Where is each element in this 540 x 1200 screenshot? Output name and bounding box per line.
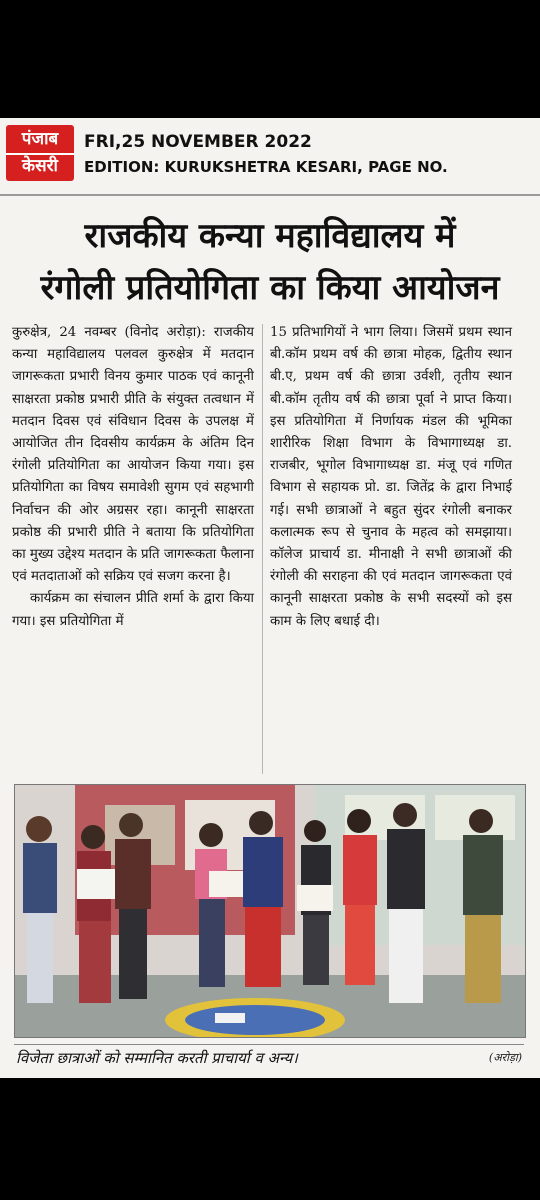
logo-line1: पंजाब bbox=[21, 129, 59, 149]
edition-info: EDITION: KURUKSHETRA KESARI, PAGE NO. bbox=[84, 158, 448, 176]
article-paragraph: कार्यक्रम का संचालन प्रीति शर्मा के द्वारा किया गया। इस प्रतियोगिता में bbox=[12, 591, 254, 629]
headline-line1: राजकीय कन्या महाविद्यालय में bbox=[84, 216, 456, 256]
photo-caption: विजेता छात्राओं को सम्मानित करती प्राचार्या व अन्य। bbox=[16, 1049, 298, 1067]
photo-caption-bar bbox=[14, 1044, 524, 1071]
headline-line2: रंगोली प्रतियोगिता का किया आयोजन bbox=[40, 268, 500, 308]
group-photo bbox=[14, 784, 526, 1038]
logo-line2: केसरी bbox=[6, 153, 74, 177]
masthead bbox=[0, 118, 540, 190]
masthead-divider bbox=[0, 194, 540, 196]
group-photo-illustration bbox=[15, 785, 525, 1037]
column-divider bbox=[262, 324, 263, 774]
newspaper-clipping bbox=[0, 118, 540, 1078]
article-column-left bbox=[12, 322, 254, 633]
photo-credit: (अरोड़ा) bbox=[488, 1051, 522, 1064]
article-paragraph: 15 प्रतिभागियों ने भाग लिया। जिसमें प्रथम स्थान बी.कॉम प्रथम वर्ष की छात्रा मोहक, द्वितीय स्थान बी.ए, प्रथम वर्ष की छात्रा उर्वशी, तृतीय स्थान बी.कॉम तृतीय वर्ष की छात्रा पूर्वा ने प्राप्त किया। इस प्रतियोगिता में निर्णायक मंडल की भूमिका शारीरिक शिक्षा विभाग के विभागाध्यक्ष डा. राजबीर, भूगोल विभागाध्यक्ष डा. मंजू एवं गणित विभाग से सहायक प्रो. डा. जितेंद्र के द्वारा निभाई गई। सभी छात्राओं ने बहुत सुंदर रंगोली बनाकर कलात्मक रूप से चुनाव के महत्व को समझाया। कॉलेज प्राचार्य डा. मीनाक्षी ने सभी छात्राओं की रंगोली की सराहना की एवं मतदान जागरूकता एवं कानूनी साक्षरता प्रकोष्ठ के सभी सदस्यों को इस काम के लिए बधाई दी। bbox=[270, 325, 512, 629]
article-paragraph: कुरुक्षेत्र, 24 नवम्बर (विनोद अरोड़ा): राजकीय कन्या महाविद्यालय पलवल कुरुक्षेत्र में मतदान जागरूकता प्रभारी विनय कुमार पाठक एवं कानूनी साक्षरता प्रकोष्ठ प्रभारी प्रीति के संयुक्त तत्वधान में मतदान दिवस एवं संविधान दिवस के उपलक्ष में आयोजित तीन दिवसीय कार्यक्रम के अंतिम दिन रंगोली प्रतियोगिता का आयोजन किया गया। इस प्रतियोगिता का विषय समावेशी सुगम एवं सहभागी निर्वाचन की ओर अग्रसर रहा। कानूनी साक्षरता प्रकोष्ठ की प्रभारी प्रीति ने बताया कि प्रतियोगिता का मुख्य उद्देश्य मतदान के प्रति जागरूकता फैलाना एवं मतदाताओं को सक्रिय एवं सजग करना है। bbox=[12, 325, 254, 585]
article-column-right bbox=[270, 322, 512, 633]
punjab-kesari-logo bbox=[6, 125, 74, 181]
publication-date: FRI,25 NOVEMBER 2022 bbox=[84, 132, 312, 152]
